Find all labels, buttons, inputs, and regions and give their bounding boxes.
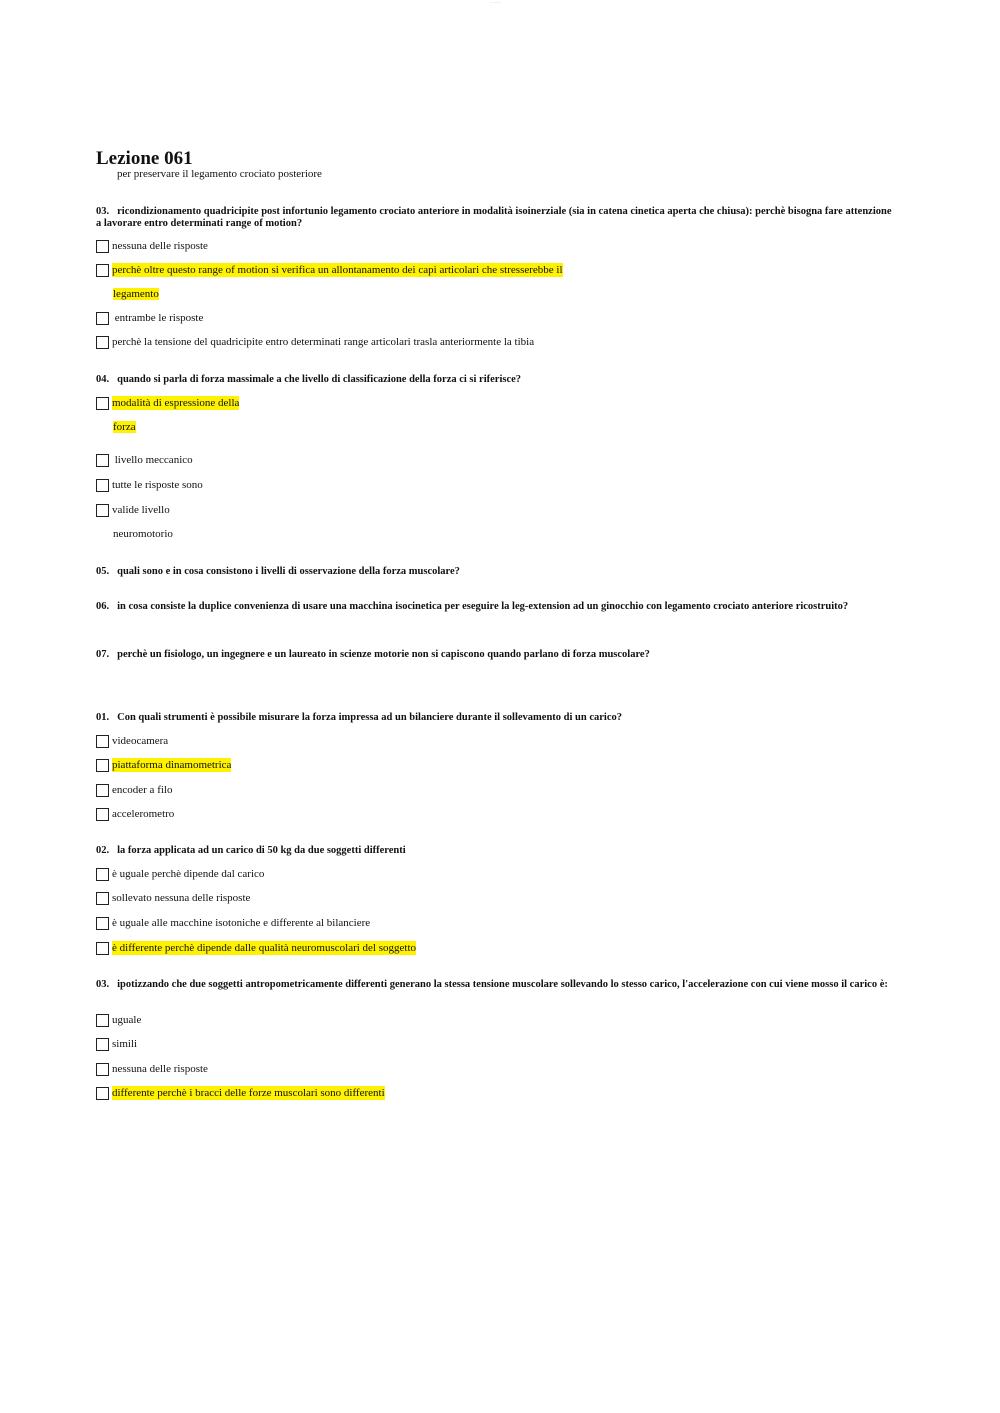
question-07	[96, 649, 896, 661]
question-06	[96, 601, 896, 613]
question-04	[96, 374, 896, 386]
answer-option[interactable]	[96, 478, 203, 492]
question-05	[96, 566, 896, 578]
question-03-acl	[96, 206, 896, 229]
checkbox[interactable]	[96, 1063, 109, 1076]
answer-option[interactable]	[96, 1037, 137, 1051]
option-label-highlighted: è differente perchè dipende dalle qualità neuromuscolari del soggetto	[112, 942, 417, 954]
question-01	[96, 712, 896, 724]
option-label-highlighted: modalità di espressione della	[112, 397, 240, 409]
question-number: 05.	[96, 566, 110, 577]
checkbox[interactable]	[96, 1038, 109, 1051]
answer-option[interactable]	[96, 263, 563, 277]
option-label: livello meccanico	[112, 454, 193, 466]
question-number: 02.	[96, 845, 110, 856]
lesson-title: Lezione 061	[96, 148, 193, 169]
checkbox[interactable]	[96, 336, 109, 349]
option-label: è uguale alle macchine isotoniche e differente al bilanciere	[112, 917, 371, 929]
option-label-highlighted: differente perchè i bracci delle forze muscolari sono differenti	[112, 1087, 385, 1099]
option-label: nessuna delle risposte	[112, 240, 208, 252]
checkbox[interactable]	[96, 240, 109, 253]
option-continuation-highlighted: forza	[113, 421, 136, 433]
option-label: simili	[112, 1038, 138, 1050]
option-continuation: neuromotorio	[113, 528, 173, 540]
checkbox[interactable]	[96, 868, 109, 881]
question-number: 03.	[96, 206, 110, 217]
option-label-highlighted: perchè oltre questo range of motion si verifica un allontanamento dei capi articolari che stresserebbe il	[112, 264, 563, 276]
checkbox[interactable]	[96, 312, 109, 325]
answer-option[interactable]	[96, 891, 250, 905]
question-text: la forza applicata ad un carico di 50 kg da due soggetti differenti	[117, 845, 406, 856]
checkbox[interactable]	[96, 397, 109, 410]
answer-option[interactable]	[96, 453, 193, 467]
question-text: ricondizionamento quadricipite post infortunio legamento crociato anteriore in modalità isoinerziale (sia in catena cinetica aperta che chiusa): perchè bisogna fare attenzione a lavorare entro determinati range of motion?	[96, 206, 892, 229]
answer-option[interactable]	[96, 783, 172, 797]
question-text: perchè un fisiologo, un ingegnere e un laureato in scienze motorie non si capiscono quando parlano di forza muscolare?	[117, 649, 650, 660]
question-text: quali sono e in cosa consistono i livelli di osservazione della forza muscolare?	[117, 566, 460, 577]
answer-option[interactable]	[96, 1013, 141, 1027]
question-02	[96, 845, 896, 857]
option-label: uguale	[112, 1014, 142, 1026]
question-03-acceleration	[96, 979, 896, 991]
answer-option[interactable]	[96, 916, 370, 930]
answer-option[interactable]	[96, 734, 168, 748]
option-label: valide livello	[112, 504, 170, 516]
question-text: in cosa consiste la duplice convenienza di usare una macchina isocinetica per eseguire la leg-extension ad un ginocchio con legamento crociato anteriore ricostruito?	[117, 601, 849, 612]
option-label-continuation	[113, 420, 136, 434]
question-text: Con quali strumenti è possibile misurare la forza impressa ad un bilanciere durante il sollevamento di un carico?	[117, 712, 623, 723]
option-continuation-highlighted: legamento	[113, 288, 159, 300]
option-label-continuation	[113, 527, 173, 541]
checkbox[interactable]	[96, 735, 109, 748]
answer-option[interactable]	[96, 239, 208, 253]
question-number: 04.	[96, 374, 110, 385]
checkbox[interactable]	[96, 942, 109, 955]
answer-option[interactable]	[96, 807, 174, 821]
option-label: accelerometro	[112, 808, 175, 820]
question-number: 07.	[96, 649, 110, 660]
checkbox[interactable]	[96, 479, 109, 492]
answer-option[interactable]	[96, 396, 239, 410]
checkbox[interactable]	[96, 264, 109, 277]
answer-option[interactable]	[96, 1086, 385, 1100]
answer-option[interactable]	[96, 1062, 208, 1076]
checkbox[interactable]	[96, 1014, 109, 1027]
question-number: 03.	[96, 979, 110, 990]
answer-option[interactable]	[96, 311, 203, 325]
checkbox[interactable]	[96, 917, 109, 930]
option-label: perchè la tensione del quadricipite entro determinati range articolari trasla anteriormente la tibia	[112, 336, 535, 348]
answer-option[interactable]	[96, 503, 170, 517]
question-text: quando si parla di forza massimale a che livello di classificazione della forza ci si riferisce?	[117, 374, 522, 385]
option-label: encoder a filo	[112, 784, 173, 796]
option-label: tutte le risposte sono	[112, 479, 203, 491]
page-header-mark: — — —	[490, 0, 501, 4]
checkbox[interactable]	[96, 454, 109, 467]
checkbox[interactable]	[96, 784, 109, 797]
answer-option[interactable]	[96, 941, 416, 955]
answer-option[interactable]	[96, 335, 534, 349]
question-number: 06.	[96, 601, 110, 612]
option-label-highlighted: piattaforma dinamometrica	[112, 759, 232, 771]
option-label-continuation	[113, 287, 159, 301]
checkbox[interactable]	[96, 504, 109, 517]
question-number: 01.	[96, 712, 110, 723]
option-label: nessuna delle risposte	[112, 1063, 208, 1075]
option-label: videocamera	[112, 735, 169, 747]
option-label: è uguale perchè dipende dal carico	[112, 868, 265, 880]
question-text: ipotizzando che due soggetti antropometricamente differenti generano la stessa tensione muscolare sollevando lo stesso carico, l'accelerazione con cui viene mosso il carico è:	[117, 979, 888, 990]
option-label: entrambe le risposte	[112, 312, 204, 324]
checkbox[interactable]	[96, 892, 109, 905]
answer-option[interactable]	[96, 758, 231, 772]
checkbox[interactable]	[96, 808, 109, 821]
previous-answer-text: per preservare il legamento crociato posteriore	[117, 168, 322, 180]
option-label: sollevato nessuna delle risposte	[112, 892, 251, 904]
answer-option[interactable]	[96, 867, 264, 881]
checkbox[interactable]	[96, 759, 109, 772]
checkbox[interactable]	[96, 1087, 109, 1100]
